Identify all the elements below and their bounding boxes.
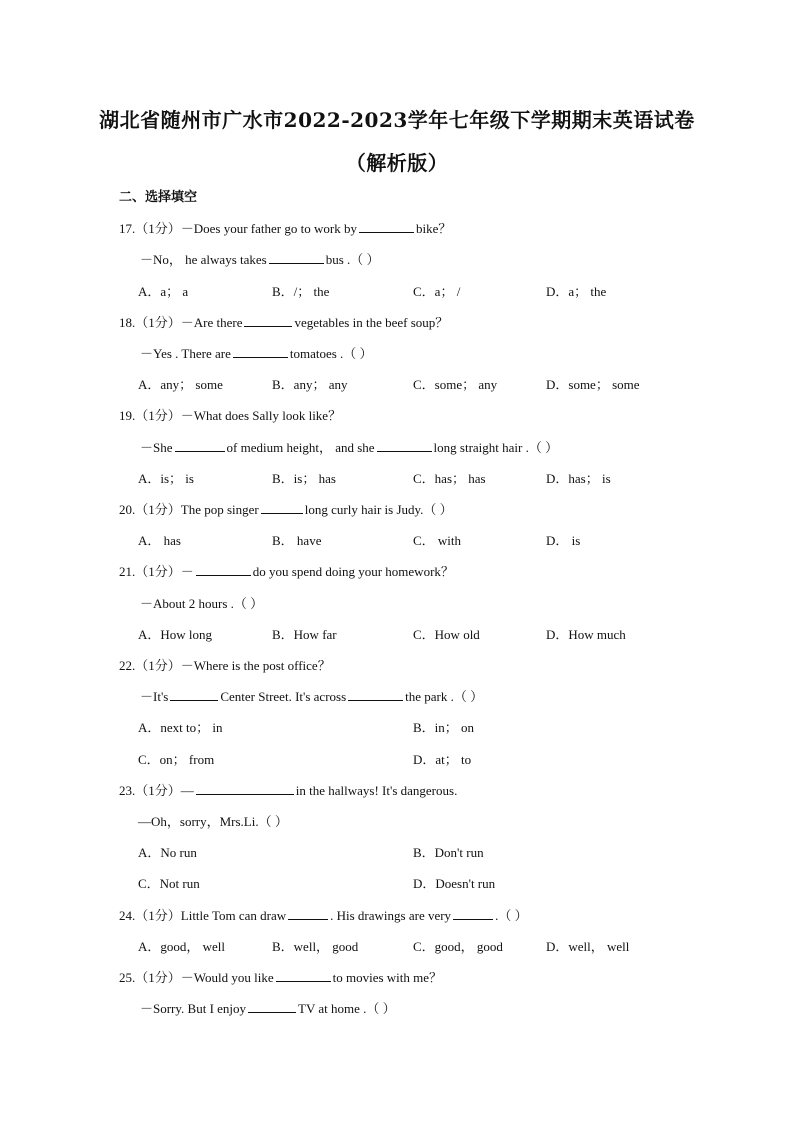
answer-blank <box>359 221 414 233</box>
option-d: D．Doesn't run <box>413 876 496 891</box>
question-text: vegetables in the beef soup？ <box>294 315 449 330</box>
option-b: B．well， good <box>272 939 359 954</box>
section-heading: 二、选择填空 <box>119 190 198 205</box>
option-a: A．next to； in <box>138 720 223 735</box>
answer-blank <box>175 440 225 452</box>
option-d: D．some； some <box>546 377 640 392</box>
option-c: C．a； / <box>413 284 461 299</box>
option-a: A．a； a <box>138 284 189 299</box>
response-text: －She <box>140 440 173 455</box>
document-subtitle: （解析版） <box>345 151 449 175</box>
question-18-response <box>140 343 373 362</box>
option-b: B．in； on <box>413 720 475 735</box>
response-text: －It's <box>140 689 169 704</box>
option-c: C．good， good <box>413 939 503 954</box>
question-21-response <box>140 593 263 612</box>
question-19 <box>119 405 341 424</box>
option-c: C．on； from <box>138 752 215 767</box>
question-number: 25.（1分） <box>119 970 181 985</box>
response-text: －No， he always takes <box>140 252 267 267</box>
question-text: －Where is the post office？ <box>180 658 331 673</box>
question-25-response <box>140 998 396 1017</box>
option-b: B．any； any <box>272 377 348 392</box>
question-text: bike？ <box>415 221 452 236</box>
answer-blank <box>261 502 303 514</box>
response-text: —Oh，sorry，Mrs.Li.（ ） <box>138 814 288 829</box>
response-text: －Sorry. But I enjoy <box>140 1001 247 1016</box>
option-c: C． with <box>413 533 462 548</box>
response-text: TV at home .（ ） <box>298 1001 396 1016</box>
question-text: － <box>180 564 194 579</box>
question-20 <box>119 499 453 518</box>
question-18 <box>119 312 448 331</box>
option-c: C．Not run <box>138 876 200 891</box>
answer-blank <box>348 689 403 701</box>
answer-blank <box>248 1001 296 1013</box>
question-number: 20.（1分） <box>119 502 181 517</box>
question-text: －Would you like <box>180 970 274 985</box>
option-d: D．a； the <box>546 284 607 299</box>
response-text: Center Street. It's across <box>220 689 347 704</box>
question-24 <box>119 905 528 924</box>
option-a: A．is； is <box>138 471 194 486</box>
document-title: 湖北省随州市广水市2022-2023学年七年级下学期期末英语试卷 <box>99 108 695 132</box>
question-19-response <box>140 437 558 456</box>
question-22 <box>119 655 331 674</box>
question-17-response <box>140 249 380 268</box>
question-number: 21.（1分） <box>119 564 181 579</box>
question-number: 22.（1分） <box>119 658 181 673</box>
option-b: B． have <box>272 533 322 548</box>
question-17 <box>119 218 451 237</box>
answer-blank <box>233 346 288 358</box>
option-a: A． has <box>138 533 181 548</box>
question-text: －Are there <box>180 315 243 330</box>
option-a: A．How long <box>138 627 213 642</box>
option-c: C．some； any <box>413 377 498 392</box>
response-text: of medium height， and she <box>226 440 375 455</box>
question-text: . His drawings are very <box>330 908 452 923</box>
question-number: 17.（1分） <box>119 221 181 236</box>
question-number: 19.（1分） <box>119 408 181 423</box>
option-d: D．has； is <box>546 471 611 486</box>
option-a: A．any； some <box>138 377 223 392</box>
option-d: D． is <box>546 533 581 548</box>
response-text: the park .（ ） <box>405 689 484 704</box>
option-b: B．/； the <box>272 284 330 299</box>
question-text: — <box>180 783 194 798</box>
answer-blank <box>170 689 218 701</box>
question-23 <box>119 780 457 799</box>
question-text: －Does your father go to work by <box>180 221 357 236</box>
question-text: －What does Sally look like？ <box>180 408 342 423</box>
answer-blank <box>196 564 251 576</box>
option-b: B．How far <box>272 627 337 642</box>
question-text: in the hallways! It's dangerous. <box>295 783 458 798</box>
question-21 <box>119 561 454 580</box>
response-text: －Yes . There are <box>140 346 231 361</box>
question-22-response <box>140 686 483 705</box>
question-text: .（ ） <box>495 908 528 923</box>
option-b: B．Don't run <box>413 845 484 860</box>
question-number: 23.（1分） <box>119 783 181 798</box>
question-text: The pop singer <box>180 502 259 517</box>
option-c: C．has； has <box>413 471 486 486</box>
answer-blank <box>269 252 324 264</box>
question-number: 18.（1分） <box>119 315 181 330</box>
question-number: 24.（1分） <box>119 908 181 923</box>
answer-blank <box>453 908 493 920</box>
option-d: D．at； to <box>413 752 472 767</box>
answer-blank <box>244 315 292 327</box>
question-23-response <box>138 811 288 830</box>
response-text: －About 2 hours .（ ） <box>140 596 264 611</box>
question-text: do you spend doing your homework？ <box>252 564 454 579</box>
option-c: C．How old <box>413 627 480 642</box>
question-text: to movies with me？ <box>332 970 443 985</box>
answer-blank <box>288 908 328 920</box>
option-a: A．good， well <box>138 939 226 954</box>
option-d: D．How much <box>546 627 626 642</box>
option-d: D．well， well <box>546 939 630 954</box>
response-text: long straight hair .（ ） <box>433 440 559 455</box>
answer-blank <box>377 440 432 452</box>
answer-blank <box>196 783 294 795</box>
question-text: long curly hair is Judy.（ ） <box>304 502 453 517</box>
response-text: bus .（ ） <box>325 252 380 267</box>
option-b: B．is； has <box>272 471 336 486</box>
question-text: Little Tom can draw <box>180 908 287 923</box>
response-text: tomatoes .（ ） <box>289 346 373 361</box>
option-a: A．No run <box>138 845 197 860</box>
answer-blank <box>276 970 331 982</box>
question-25 <box>119 967 442 986</box>
